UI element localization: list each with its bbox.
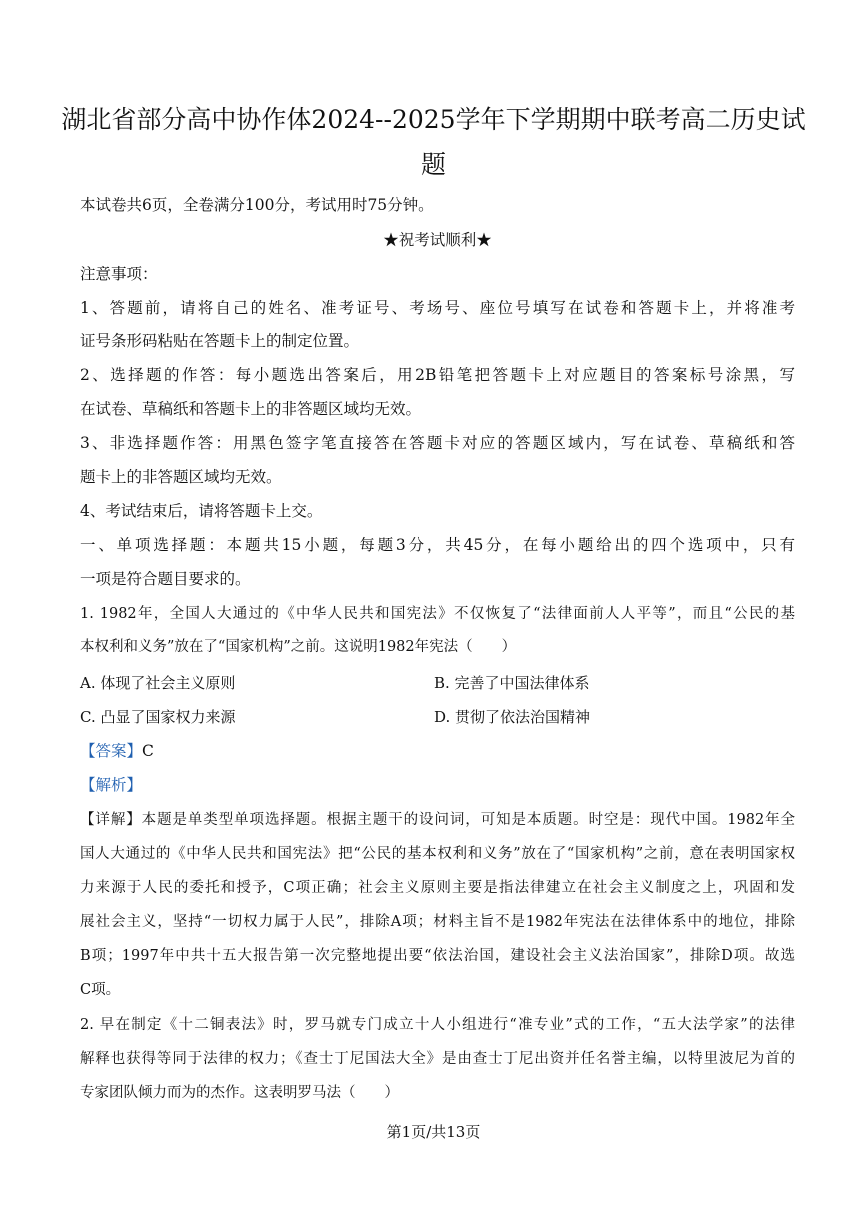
q1-stem-b: 本权利和义务”放在了“国家机构”之前。这说明1982年宪法（ ） [80, 639, 517, 655]
intro-text: 本试卷共6页，全卷满分100分，考试用时75分钟。 [80, 196, 434, 214]
q2-stem-a: 2. 早在制定《十二铜表法》时，罗马就专门成立十人小组进行“准专业”式的工作，“五大法学家”的法律 [80, 1017, 795, 1033]
notice-item-4: 4、考试结束后，请将答题卡上交。 [80, 502, 323, 520]
q1-detail-4: 展社会主义，坚持“一切权力属于人民”，排除A项；材料主旨不是1982年宪法在法律体系中的地位，排除 [80, 914, 795, 930]
section1-heading-a: 一、单项选择题：本题共15小题，每题3分，共45分，在每小题给出的四个选项中，只有 [80, 536, 795, 554]
blessing-text: ★祝考试顺利★ [383, 231, 492, 249]
q1-detail-1 [80, 810, 795, 830]
q1-detail-5: B项；1997年中共十五大报告第一次完整地提出要“依法治国，建设社会主义法治国家”，排除D项。故选 [80, 948, 795, 964]
q2-stem-c: 专家团队倾力而为的杰作。这表明罗马法（ ） [80, 1085, 399, 1101]
q1-detail-6: C项。 [80, 982, 121, 998]
notice-item-2a: 2、选择题的作答：每小题选出答案后，用2B铅笔把答题卡上对应题目的答案标号涂黑，写 [80, 366, 795, 384]
answer-label: 【答案】 [80, 742, 143, 760]
page-title-line2: 题 [420, 150, 446, 179]
section1-heading-b: 一项是符合题目要求的。 [80, 570, 251, 588]
notice-item-1b: 证号条形码粘贴在答题卡上的制定位置。 [80, 332, 360, 350]
notice-heading: 注意事项： [80, 265, 158, 283]
notice-item-1a: 1、答题前，请将自己的姓名、准考证号、考场号、座位号填写在试卷和答题卡上，并将准考 [80, 299, 795, 317]
q2-stem-b: 解释也获得等同于法律的权力；《查士丁尼国法大全》是由查士丁尼出资并任名誉主编，以特里波尼为首的 [80, 1051, 795, 1067]
page-footer: 第1页/共13页 [386, 1123, 481, 1141]
q1-analysis-label: 【解析】 [80, 776, 143, 794]
notice-item-3a: 3、非选择题作答：用黑色签字笔直接答在答题卡对应的答题区域内，写在试卷、草稿纸和答 [80, 434, 795, 452]
q1-option-b: B. 完善了中国法律体系 [434, 674, 590, 692]
q1-option-a: A. 体现了社会主义原则 [80, 674, 236, 692]
answer-value: C [142, 742, 154, 760]
q1-option-d: D. 贯彻了依法治国精神 [434, 708, 591, 726]
detail-label: 【详解】 [80, 812, 142, 828]
page-title-line1: 湖北省部分高中协作体2024--2025学年下学期期中联考高二历史试 [61, 105, 806, 134]
q1-answer [80, 741, 795, 761]
q1-stem-a: 1. 1982年，全国人大通过的《中华人民共和国宪法》不仅恢复了“法律面前人人平等”，而且“公民的基 [80, 606, 795, 622]
q1-option-c: C. 凸显了国家权力来源 [80, 708, 236, 726]
q1-detail-3: 力来源于人民的委托和授予，C项正确；社会主义原则主要是指法律建立在社会主义制度之上，巩固和发 [80, 880, 795, 896]
detail-text-1: 本题是单类型单项选择题。根据主题干的设问词，可知是本质题。时空是：现代中国。1982年全 [141, 812, 795, 828]
q1-detail-2: 国人大通过的《中华人民共和国宪法》把“公民的基本权利和义务”放在了“国家机构”之前，意在表明国家权 [80, 846, 795, 862]
notice-item-3b: 题卡上的非答题区域均无效。 [80, 468, 282, 486]
notice-item-2b: 在试卷、草稿纸和答题卡上的非答题区域均无效。 [80, 400, 422, 418]
